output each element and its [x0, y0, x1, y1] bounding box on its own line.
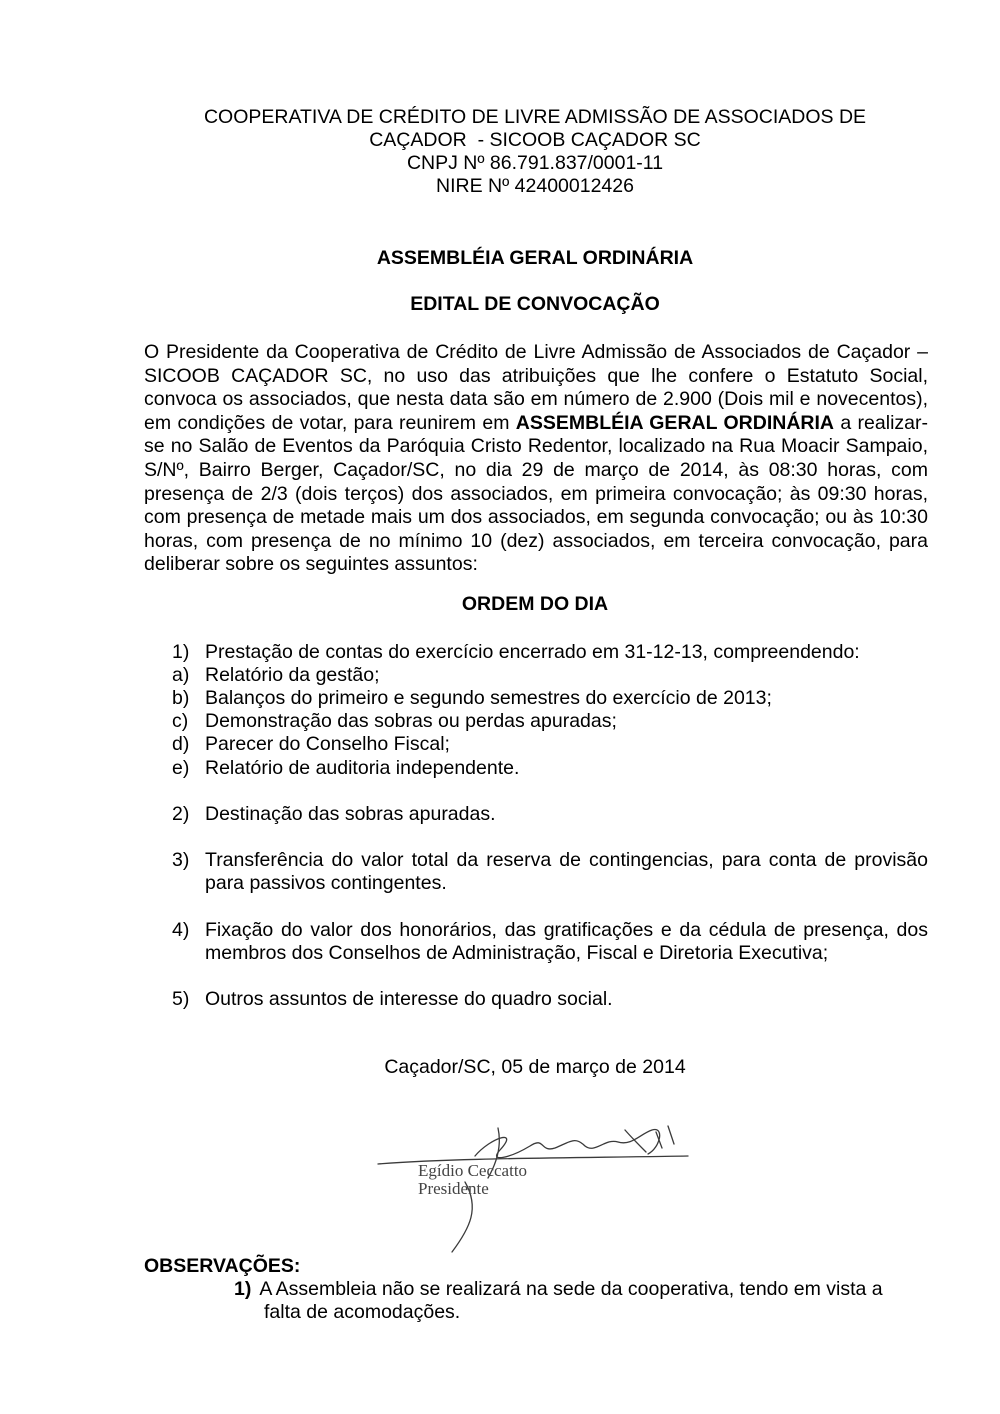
observation-text-line-1: A Assembleia não se realizará na sede da cooperativa, tendo em vista a — [259, 1278, 883, 1300]
agenda-item-text: Demonstração das sobras ou perdas apuradas; — [205, 710, 617, 732]
agenda-item-text: Relatório da gestão; — [205, 664, 380, 686]
agenda-item-number: e) — [172, 757, 190, 779]
agenda-item — [172, 687, 928, 710]
header-cnpj: CNPJ Nº 86.791.837/0001-11 — [406, 152, 664, 174]
agenda-item — [172, 710, 928, 733]
document-subtitle: EDITAL DE CONVOCAÇÃO — [410, 293, 660, 315]
agenda-item-number: 4) — [172, 919, 190, 941]
agenda-title: ORDEM DO DIA — [461, 593, 609, 615]
header-line-2: CAÇADOR - SICOOB CAÇADOR SC — [369, 129, 701, 151]
agenda-item — [172, 757, 928, 780]
observation-item — [234, 1278, 928, 1325]
agenda-item-text: Transferência do valor total da reserva de contingencias, para conta de provisão para passivos contingentes. — [205, 849, 928, 895]
header-line-1: COOPERATIVA DE CRÉDITO DE LIVRE ADMISSÃO DE ASSOCIADOS DE — [203, 106, 867, 128]
signature-role: Presidente — [418, 1179, 489, 1198]
agenda-item — [172, 919, 928, 966]
agenda-item-number: 1) — [172, 641, 190, 663]
observation-number: 1) — [234, 1278, 252, 1300]
observation-text-line-2: falta de acomodações. — [264, 1301, 461, 1324]
header-nire: NIRE Nº 42400012426 — [436, 175, 634, 197]
agenda-item — [172, 849, 928, 896]
observations-title: OBSERVAÇÕES: — [144, 1255, 301, 1277]
agenda-item-text: Prestação de contas do exercício encerrado em 31-12-13, compreendendo: — [205, 641, 860, 663]
document-title: ASSEMBLÉIA GERAL ORDINÁRIA — [376, 247, 694, 269]
agenda-item — [172, 803, 928, 826]
agenda-item — [172, 988, 928, 1011]
agenda-item-number: a) — [172, 664, 190, 686]
agenda-item — [172, 733, 928, 756]
intro-text-2: a realizar-se no Salão de Eventos da Paróquia Cristo Redentor, localizado na Rua Moacir Sampaio, S/Nº, Bairro Berger, Caçador/SC, no dia 29 de março de 2014, às 08:30 horas, com presença de 2/3 (dois terços) dos associados, em primeira convocação; às 09:30 horas, com presença de metade mais um dos associados, em segunda convocação; ou às 10:30 horas, com presença de no mínimo 10 (dez) associados, em terceira convocação, para deliberar sobre os seguintes assuntos: — [144, 411, 928, 576]
agenda-item-number: c) — [172, 710, 189, 732]
agenda-item-text: Balanços do primeiro e segundo semestres do exercício de 2013; — [205, 687, 772, 709]
agenda-item-number: 2) — [172, 803, 190, 825]
agenda-item — [172, 664, 928, 687]
agenda-item-number: d) — [172, 733, 190, 755]
agenda-item — [172, 641, 928, 664]
agenda-item-text: Parecer do Conselho Fiscal; — [205, 733, 450, 755]
cooperative-header — [140, 106, 930, 198]
agenda-item-text: Fixação do valor dos honorários, das gratificações e da cédula de presença, dos membros dos Conselhos de Administração, Fiscal e Diretoria Executiva; — [205, 919, 928, 965]
intro-paragraph — [144, 341, 928, 577]
intro-bold-text: ASSEMBLÉIA GERAL ORDINÁRIA — [515, 411, 835, 434]
agenda-item-text: Outros assuntos de interesse do quadro social. — [205, 988, 613, 1010]
agenda-item-text: Relatório de auditoria independente. — [205, 757, 520, 779]
signature-block — [370, 1108, 710, 1258]
intro-text-1: O Presidente da Cooperativa de Crédito de Livre Admissão de Associados de Caçador – SICOOB CAÇADOR SC, no uso das atribuições que lhe confere o Estatuto Social, convoca os associados, que nesta data são em número de 2.900 (Dois mil e novecentos), em condições de votar, para reunirem em — [144, 341, 928, 434]
place-date-line: Caçador/SC, 05 de março de 2014 — [384, 1056, 686, 1078]
agenda-item-number: 5) — [172, 988, 190, 1010]
agenda-item-text: Destinação das sobras apuradas. — [205, 803, 496, 825]
signature-name: Egídio Ceccatto — [418, 1161, 528, 1180]
agenda-item-number: 3) — [172, 849, 190, 871]
agenda-item-number: b) — [172, 687, 190, 709]
handwritten-signature — [370, 1108, 710, 1258]
